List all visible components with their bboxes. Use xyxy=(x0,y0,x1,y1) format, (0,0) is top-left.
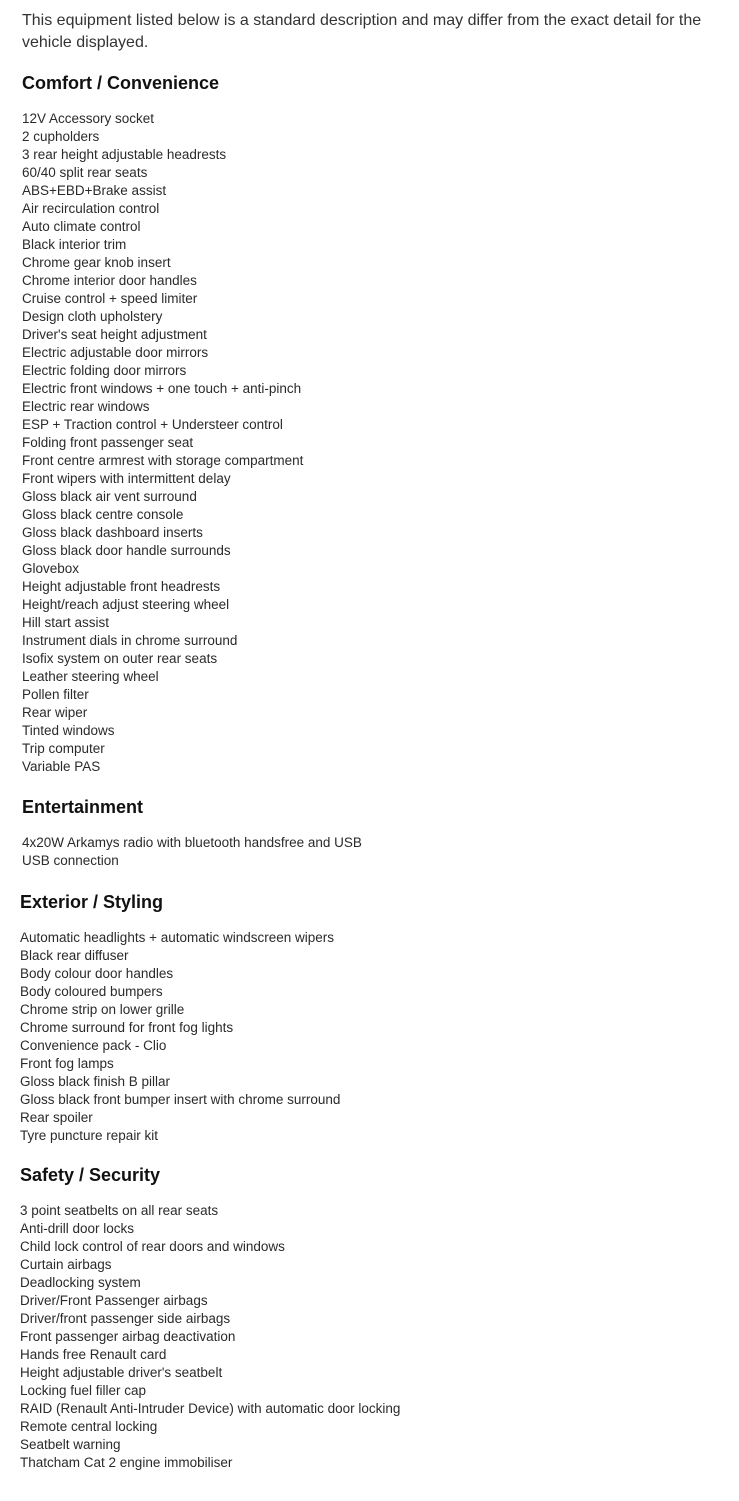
equipment-item: Front passenger airbag deactivation xyxy=(20,1329,236,1344)
equipment-item: Body colour door handles xyxy=(20,966,174,981)
equipment-item: ESP + Traction control + Understeer control xyxy=(22,417,283,432)
equipment-item: Gloss black centre console xyxy=(22,507,184,522)
equipment-item: Driver/Front Passenger airbags xyxy=(20,1293,208,1308)
equipment-list xyxy=(22,110,303,776)
equipment-item: Chrome interior door handles xyxy=(22,273,197,288)
equipment-item: Convenience pack - Clio xyxy=(20,1038,167,1053)
equipment-item: Gloss black dashboard inserts xyxy=(22,525,203,540)
equipment-item: 12V Accessory socket xyxy=(22,111,155,126)
equipment-item: Hill start assist xyxy=(22,615,110,630)
equipment-item: Gloss black air vent surround xyxy=(22,489,197,504)
equipment-item: 60/40 split rear seats xyxy=(22,165,148,180)
equipment-item: Thatcham Cat 2 engine immobiliser xyxy=(20,1455,233,1470)
equipment-item: Design cloth upholstery xyxy=(22,309,163,324)
equipment-item: USB connection xyxy=(22,853,119,868)
equipment-item: Height adjustable driver's seatbelt xyxy=(20,1365,223,1380)
equipment-item: Gloss black finish B pillar xyxy=(20,1074,171,1089)
equipment-item: Electric folding door mirrors xyxy=(22,363,187,378)
equipment-item: Chrome strip on lower grille xyxy=(20,1002,185,1017)
equipment-item: Folding front passenger seat xyxy=(22,435,194,450)
equipment-item: Auto climate control xyxy=(22,219,141,234)
equipment-item: Hands free Renault card xyxy=(20,1347,167,1362)
equipment-item: Front wipers with intermittent delay xyxy=(22,471,231,486)
equipment-item: Gloss black front bumper insert with chrome surround xyxy=(20,1092,341,1107)
equipment-item: Seatbelt warning xyxy=(20,1437,121,1452)
equipment-item: Electric rear windows xyxy=(22,399,150,414)
equipment-item: Black rear diffuser xyxy=(20,948,129,963)
equipment-item: 3 rear height adjustable headrests xyxy=(22,147,227,162)
equipment-item: Air recirculation control xyxy=(22,201,160,216)
equipment-item: Curtain airbags xyxy=(20,1257,112,1272)
section-exterior-styling xyxy=(20,891,340,1145)
equipment-item: Electric adjustable door mirrors xyxy=(22,345,209,360)
equipment-item: RAID (Renault Anti-Intruder Device) with automatic door locking xyxy=(20,1401,401,1416)
equipment-item: Pollen filter xyxy=(22,687,89,702)
equipment-item: 2 cupholders xyxy=(22,129,100,144)
equipment-item: Chrome gear knob insert xyxy=(22,255,171,270)
equipment-list xyxy=(22,834,362,870)
equipment-item: Child lock control of rear doors and windows xyxy=(20,1239,285,1254)
equipment-disclaimer: This equipment listed below is a standard description and may differ from the exact detail for the vehicle displayed. xyxy=(22,12,702,51)
equipment-item: Rear wiper xyxy=(22,705,88,720)
equipment-item: Remote central locking xyxy=(20,1419,158,1434)
section-heading: Exterior / Styling xyxy=(20,892,164,912)
equipment-item: Automatic headlights + automatic windscreen wipers xyxy=(20,930,335,945)
equipment-list xyxy=(20,1202,400,1472)
equipment-item: Rear spoiler xyxy=(20,1110,93,1125)
equipment-item: Trip computer xyxy=(22,741,105,756)
equipment-item: Anti-drill door locks xyxy=(20,1221,135,1236)
equipment-item: Variable PAS xyxy=(22,759,101,774)
equipment-item: Locking fuel filler cap xyxy=(20,1383,147,1398)
equipment-item: Driver/front passenger side airbags xyxy=(20,1311,231,1326)
equipment-item: Deadlocking system xyxy=(20,1275,141,1290)
equipment-item: Black interior trim xyxy=(22,237,127,252)
equipment-item: Glovebox xyxy=(22,561,80,576)
equipment-item: Height/reach adjust steering wheel xyxy=(22,597,230,612)
equipment-list xyxy=(20,929,340,1145)
equipment-item: Chrome surround for front fog lights xyxy=(20,1020,234,1035)
equipment-item: Front centre armrest with storage compartment xyxy=(22,453,304,468)
section-safety-security xyxy=(20,1164,400,1472)
section-entertainment xyxy=(22,796,362,870)
equipment-item: Tinted windows xyxy=(22,723,115,738)
equipment-item: Tyre puncture repair kit xyxy=(20,1128,159,1143)
section-heading: Safety / Security xyxy=(20,1165,161,1185)
equipment-item: 3 point seatbelts on all rear seats xyxy=(20,1203,219,1218)
equipment-item: Body coloured bumpers xyxy=(20,984,163,999)
equipment-item: Isofix system on outer rear seats xyxy=(22,651,218,666)
equipment-item: Driver's seat height adjustment xyxy=(22,327,207,342)
equipment-item: Leather steering wheel xyxy=(22,669,159,684)
equipment-item: ABS+EBD+Brake assist xyxy=(22,183,167,198)
equipment-item: Height adjustable front headrests xyxy=(22,579,221,594)
section-heading: Entertainment xyxy=(22,797,144,817)
equipment-item: Cruise control + speed limiter xyxy=(22,291,198,306)
equipment-item: Instrument dials in chrome surround xyxy=(22,633,238,648)
section-heading: Comfort / Convenience xyxy=(22,73,220,93)
equipment-item: 4x20W Arkamys radio with bluetooth handsfree and USB xyxy=(22,835,362,850)
section-comfort-convenience xyxy=(22,72,303,776)
equipment-item: Electric front windows + one touch + anti-pinch xyxy=(22,381,302,396)
equipment-item: Gloss black door handle surrounds xyxy=(22,543,231,558)
equipment-item: Front fog lamps xyxy=(20,1056,114,1071)
